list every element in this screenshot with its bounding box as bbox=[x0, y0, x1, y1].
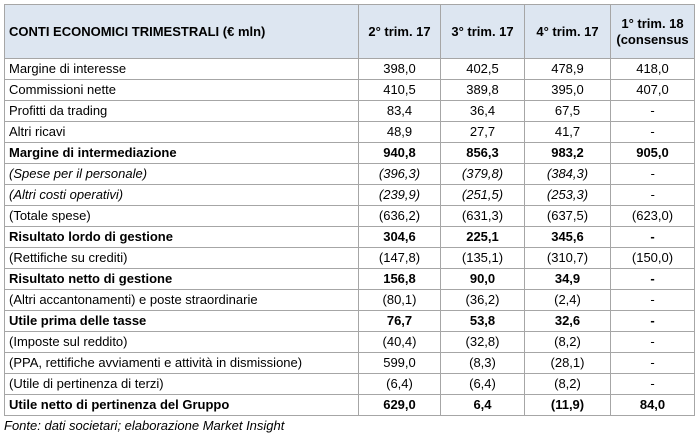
table-row bbox=[5, 206, 695, 227]
table-row bbox=[5, 101, 695, 122]
row-value: (40,4) bbox=[359, 332, 441, 353]
row-value: - bbox=[611, 227, 695, 248]
row-value: 905,0 bbox=[611, 143, 695, 164]
row-value: (8,2) bbox=[525, 374, 611, 395]
row-value: (396,3) bbox=[359, 164, 441, 185]
row-value: (631,3) bbox=[441, 206, 525, 227]
row-value: 398,0 bbox=[359, 59, 441, 80]
row-value: 629,0 bbox=[359, 395, 441, 416]
row-label: (PPA, rettifiche avviamenti e attività in dismissione) bbox=[5, 353, 359, 374]
row-value: 83,4 bbox=[359, 101, 441, 122]
row-value: 76,7 bbox=[359, 311, 441, 332]
quarterly-income-table bbox=[4, 4, 695, 416]
row-value: (135,1) bbox=[441, 248, 525, 269]
row-value: - bbox=[611, 185, 695, 206]
row-value: - bbox=[611, 374, 695, 395]
row-value: - bbox=[611, 269, 695, 290]
table-row bbox=[5, 122, 695, 143]
table-row bbox=[5, 374, 695, 395]
row-value: 345,6 bbox=[525, 227, 611, 248]
row-value: 34,9 bbox=[525, 269, 611, 290]
row-value: (80,1) bbox=[359, 290, 441, 311]
row-value: 67,5 bbox=[525, 101, 611, 122]
row-value: (636,2) bbox=[359, 206, 441, 227]
row-value: 48,9 bbox=[359, 122, 441, 143]
row-value: (239,9) bbox=[359, 185, 441, 206]
table-row bbox=[5, 311, 695, 332]
row-value: 478,9 bbox=[525, 59, 611, 80]
header-title: CONTI ECONOMICI TRIMESTRALI (€ mln) bbox=[5, 5, 359, 59]
financial-table-container bbox=[4, 4, 695, 433]
row-value: (310,7) bbox=[525, 248, 611, 269]
row-value: 6,4 bbox=[441, 395, 525, 416]
header-q4-17: 4° trim. 17 bbox=[525, 5, 611, 59]
row-value: - bbox=[611, 290, 695, 311]
row-value: 418,0 bbox=[611, 59, 695, 80]
table-row bbox=[5, 290, 695, 311]
row-value: 225,1 bbox=[441, 227, 525, 248]
row-label: Utile prima delle tasse bbox=[5, 311, 359, 332]
row-label: Profitti da trading bbox=[5, 101, 359, 122]
row-value: - bbox=[611, 101, 695, 122]
table-row bbox=[5, 227, 695, 248]
row-value: - bbox=[611, 122, 695, 143]
row-label: Risultato lordo di gestione bbox=[5, 227, 359, 248]
row-value: 983,2 bbox=[525, 143, 611, 164]
row-label: (Altri costi operativi) bbox=[5, 185, 359, 206]
row-value: 407,0 bbox=[611, 80, 695, 101]
row-value: (8,3) bbox=[441, 353, 525, 374]
row-value: 599,0 bbox=[359, 353, 441, 374]
row-label: (Imposte sul reddito) bbox=[5, 332, 359, 353]
row-value: - bbox=[611, 164, 695, 185]
row-value: (28,1) bbox=[525, 353, 611, 374]
table-row bbox=[5, 269, 695, 290]
table-row bbox=[5, 353, 695, 374]
row-label: Risultato netto di gestione bbox=[5, 269, 359, 290]
table-row bbox=[5, 80, 695, 101]
row-value: (11,9) bbox=[525, 395, 611, 416]
row-value: (251,5) bbox=[441, 185, 525, 206]
header-q2-17: 2° trim. 17 bbox=[359, 5, 441, 59]
row-value: 402,5 bbox=[441, 59, 525, 80]
row-value: 395,0 bbox=[525, 80, 611, 101]
row-value: (253,3) bbox=[525, 185, 611, 206]
row-label: (Utile di pertinenza di terzi) bbox=[5, 374, 359, 395]
row-value: 304,6 bbox=[359, 227, 441, 248]
row-label: (Rettifiche su crediti) bbox=[5, 248, 359, 269]
source-note: Fonte: dati societari; elaborazione Market Insight bbox=[4, 418, 285, 433]
header-row bbox=[5, 5, 695, 59]
row-value: 84,0 bbox=[611, 395, 695, 416]
row-value: 36,4 bbox=[441, 101, 525, 122]
row-value: 53,8 bbox=[441, 311, 525, 332]
row-value: (637,5) bbox=[525, 206, 611, 227]
row-value: 27,7 bbox=[441, 122, 525, 143]
row-label: (Totale spese) bbox=[5, 206, 359, 227]
row-value: (2,4) bbox=[525, 290, 611, 311]
table-row bbox=[5, 248, 695, 269]
row-value: 940,8 bbox=[359, 143, 441, 164]
row-value: - bbox=[611, 353, 695, 374]
table-row bbox=[5, 395, 695, 416]
row-value: 389,8 bbox=[441, 80, 525, 101]
row-label: (Altri accantonamenti) e poste straordinarie bbox=[5, 290, 359, 311]
row-label: (Spese per il personale) bbox=[5, 164, 359, 185]
row-value: - bbox=[611, 332, 695, 353]
row-value: 156,8 bbox=[359, 269, 441, 290]
table-row bbox=[5, 59, 695, 80]
row-value: 856,3 bbox=[441, 143, 525, 164]
row-value: (6,4) bbox=[441, 374, 525, 395]
row-value: 410,5 bbox=[359, 80, 441, 101]
header-q3-17: 3° trim. 17 bbox=[441, 5, 525, 59]
row-value: (623,0) bbox=[611, 206, 695, 227]
table-row bbox=[5, 164, 695, 185]
row-value: (150,0) bbox=[611, 248, 695, 269]
row-label: Commissioni nette bbox=[5, 80, 359, 101]
table-row bbox=[5, 332, 695, 353]
row-label: Margine di interesse bbox=[5, 59, 359, 80]
row-value: (384,3) bbox=[525, 164, 611, 185]
row-label: Utile netto di pertinenza del Gruppo bbox=[5, 395, 359, 416]
row-value: (379,8) bbox=[441, 164, 525, 185]
row-label: Margine di intermediazione bbox=[5, 143, 359, 164]
row-label: Altri ricavi bbox=[5, 122, 359, 143]
row-value: 41,7 bbox=[525, 122, 611, 143]
row-value: 90,0 bbox=[441, 269, 525, 290]
row-value: (8,2) bbox=[525, 332, 611, 353]
row-value: 32,6 bbox=[525, 311, 611, 332]
row-value: - bbox=[611, 311, 695, 332]
table-row bbox=[5, 185, 695, 206]
header-q1-18-consensus: 1° trim. 18 (consensus bbox=[611, 5, 695, 59]
table-row bbox=[5, 143, 695, 164]
table-body bbox=[5, 59, 695, 416]
row-value: (32,8) bbox=[441, 332, 525, 353]
row-value: (36,2) bbox=[441, 290, 525, 311]
row-value: (6,4) bbox=[359, 374, 441, 395]
row-value: (147,8) bbox=[359, 248, 441, 269]
